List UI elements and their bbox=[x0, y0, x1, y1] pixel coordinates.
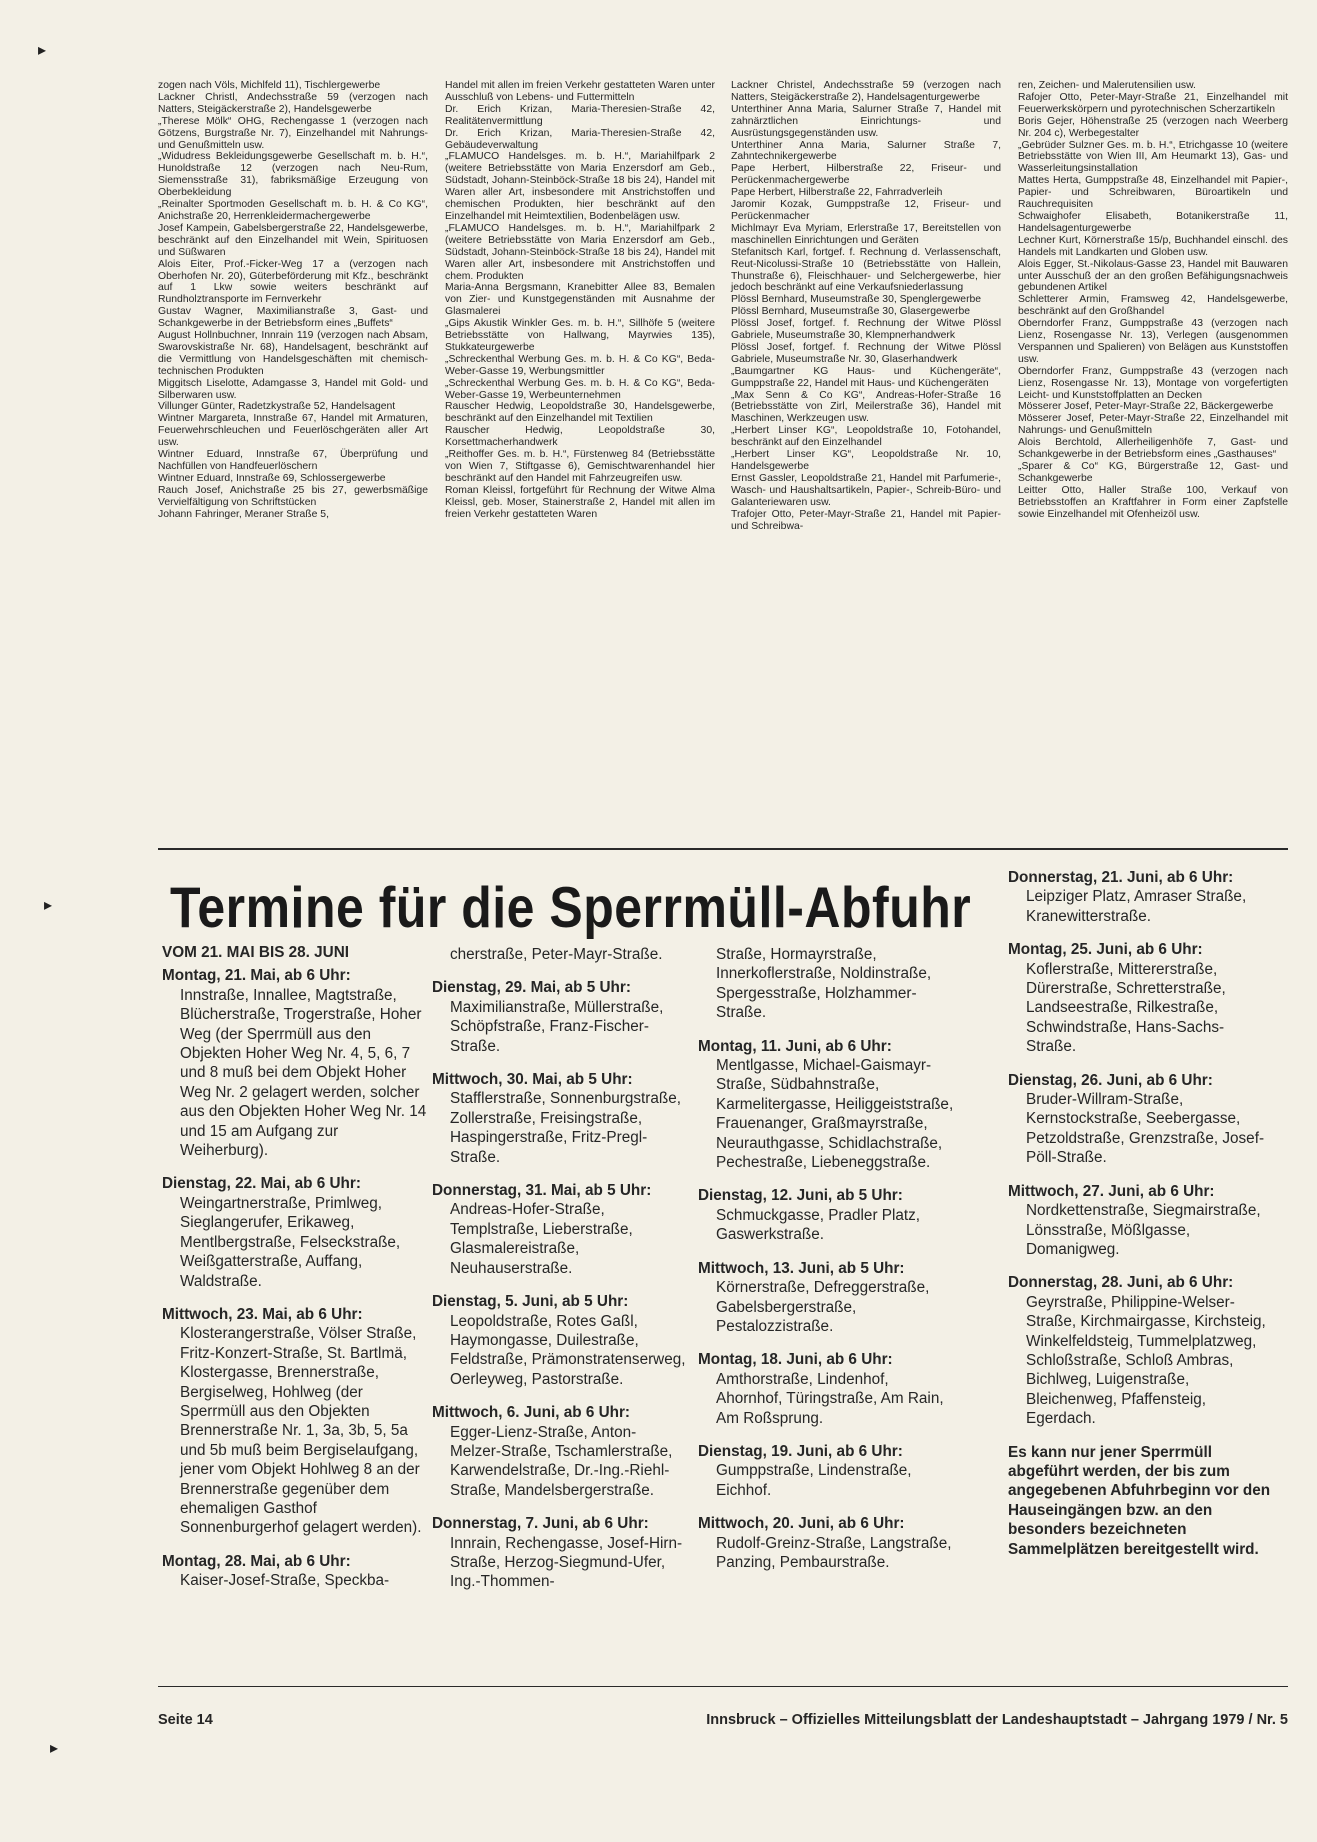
schedule-streets: Körnerstraße, Defreggerstraße, Gabelsbergerstraße, Pestalozzistraße. bbox=[716, 1279, 930, 1335]
schedule-day: Donnerstag, 28. Juni, ab 6 Uhr: bbox=[1008, 1274, 1234, 1292]
listing-entry: Stefanitsch Karl, fortgef. f. Rechnung d. Verlassenschaft, Reut-Nicolussi-Straße 10 (Betriebsstätte von Hallein, Thunstraße 6), Fleischhauer- und Selchergewerbe, hier jedoch beschränkt auf eine Verkaufsniederlassung bbox=[731, 246, 1001, 294]
listing-entry: „Therese Mölk“ OHG, Rechengasse 1 (verzogen nach Götzens, Burgstraße Nr. 7), Einzelhandel mit Nahrungs- und Genußmitteln usw. bbox=[158, 115, 428, 151]
notice-column-1 bbox=[162, 943, 430, 1605]
listing-entry: „Schreckenthal Werbung Ges. m. b. H. & Co KG“, Beda-Weber-Gasse 19, Werbeunternehmen bbox=[445, 377, 715, 401]
schedule-day: Donnerstag, 21. Juni, ab 6 Uhr: bbox=[1008, 869, 1234, 886]
schedule-day: Mittwoch, 30. Mai, ab 5 Uhr: bbox=[432, 1071, 633, 1089]
listing-entry: „Herbert Linser KG“, Leopoldstraße Nr. 10, Handelsgewerbe bbox=[731, 449, 1001, 472]
listing-entry: „Herbert Linser KG“, Leopoldstraße 10, Fotohandel, beschränkt auf den Einzelhandel bbox=[731, 425, 1001, 449]
binding-mark: ▸ bbox=[38, 42, 47, 59]
schedule-day: Donnerstag, 31. Mai, ab 5 Uhr: bbox=[432, 1182, 652, 1200]
listing-entry: Wintner Eduard, Innstraße 69, Schlossergewerbe bbox=[158, 472, 386, 484]
listing-entry: Unterthiner Anna Maria, Salurner Straße 7, Zahntechnikergewerbe bbox=[731, 139, 1001, 163]
notice-column-4 bbox=[1008, 868, 1274, 1559]
notice-title: Termine für die Sperrmüll-Abfuhr bbox=[170, 875, 972, 940]
listing-entry: Oberndorfer Franz, Gumppstraße 43 (verzogen nach Lienz, Rosengasse Nr. 13), Montage von vorgefertigten Leicht- und Kunststoffplatten an Decken bbox=[1018, 365, 1288, 401]
listing-entry: Pape Herbert, Hilberstraße 22, Fahrradverleih bbox=[731, 187, 943, 199]
listing-entry: Ernst Gassler, Leopoldstraße 21, Handel mit Parfumerie-, Wasch- und Haushaltsartikeln, Papier-, Schreib-Büro- und Galanteriewaren usw. bbox=[731, 472, 1001, 508]
schedule-streets: Egger-Lienz-Straße, Anton-Melzer-Straße, Tschamlerstraße, Karwendelstraße, Dr.-Ing.-Riehl-Straße, Mandelsbergerstraße. bbox=[450, 1423, 673, 1499]
listing-entry: Josef Kampein, Gabelsbergerstraße 22, Handelsgewerbe, beschränkt auf den Einzelhandel mit Wein, Spirituosen und Süßwaren bbox=[158, 222, 428, 258]
listing-column-3 bbox=[731, 80, 1001, 532]
listing-entry: zogen nach Völs, Michlfeld 11), Tischlergewerbe bbox=[158, 80, 381, 91]
schedule-streets: Innstraße, Innallee, Magtstraße, Blücherstraße, Trogerstraße, Hoher Weg (der Sperrmüll aus den Objekten Hoher Weg Nr. 4, 5, 6, 7 und 8 muß bei dem Objekt Hoher Weg Nr. 2 gelagert werden, solcher aus den Objekten Hoher Weg Nr. 14 und 15 am Aufgang zur Weiherburg). bbox=[180, 986, 427, 1160]
schedule-streets: Rudolf-Greinz-Straße, Langstraße, Panzing, Pembaurstraße. bbox=[716, 1534, 952, 1571]
footer-rule bbox=[158, 1686, 1288, 1687]
schedule-streets: Mentlgasse, Michael-Gaismayr-Straße, Südbahnstraße, Karmelitergasse, Heiliggeiststraße, Frauenanger, Graßmayrstraße, Neurauthgasse, Schidlachstraße, Pechestraße, Liebeneggstraße. bbox=[716, 1057, 954, 1172]
listing-column-2 bbox=[445, 80, 715, 521]
schedule-streets: Innrain, Rechengasse, Josef-Hirn-Straße, Herzog-Siegmund-Ufer, Ing.-Thommen- bbox=[450, 1534, 683, 1591]
schedule-streets: Kaiser-Josef-Straße, Speckba- bbox=[180, 1572, 390, 1590]
listing-entry: „Reinalter Sportmoden Gesellschaft m. b. H. & Co KG“, Anichstraße 20, Herrenkleidermachergewerbe bbox=[158, 199, 428, 222]
schedule-streets: Amthorstraße, Lindenhof, Ahornhof, Türingstraße, Am Rain, Am Roßsprung. bbox=[716, 1370, 944, 1427]
schedule-day: Montag, 25. Juni, ab 6 Uhr: bbox=[1008, 941, 1203, 959]
listing-entry: Mattes Herta, Gumppstraße 48, Einzelhandel mit Papier-, Papier- und Schreibwaren, Büroartikeln und Rauchrequisiten bbox=[1018, 175, 1288, 211]
publication-line: Innsbruck – Offizielles Mitteilungsblatt der Landeshauptstadt – Jahrgang 1979 / Nr. 5 bbox=[706, 1712, 1288, 1728]
schedule-day: Mittwoch, 13. Juni, ab 5 Uhr: bbox=[698, 1259, 905, 1277]
listing-entry: Wintner Eduard, Innstraße 67, Überprüfung und Nachfüllen von Handfeuerlöschern bbox=[158, 449, 428, 472]
schedule-day: Mittwoch, 20. Juni, ab 6 Uhr: bbox=[698, 1515, 905, 1533]
schedule-day: Dienstag, 19. Juni, ab 6 Uhr: bbox=[698, 1442, 903, 1460]
schedule-day: Montag, 18. Juni, ab 6 Uhr: bbox=[698, 1351, 893, 1369]
schedule-streets: Bruder-Willram-Straße, Kernstockstraße, Seebergasse, Petzoldstraße, Grenzstraße, Josef-Pöll-Straße. bbox=[1026, 1091, 1265, 1167]
schedule-streets: cherstraße, Peter-Mayr-Straße. bbox=[450, 946, 663, 963]
schedule-streets: Leopoldstraße, Rotes Gaßl, Haymongasse, Duilestraße, Feldstraße, Prämonstratenserweg, Oerleyweg, Pastorstraße. bbox=[450, 1312, 686, 1388]
listing-entry: Dr. Erich Krizan, Maria-Theresien-Straße 42, Gebäudeverwaltung bbox=[445, 127, 715, 151]
listing-entry: Mösserer Josef, Peter-Mayr-Straße 22, Einzelhandel mit Nahrungs- und Genußmitteln bbox=[1018, 413, 1288, 437]
listing-entry: Lackner Christl, Andechsstraße 59 (verzogen nach Natters, Steigäckerstraße 2), Handelsgewerbe bbox=[158, 91, 428, 115]
schedule-streets: Schmuckgasse, Pradler Platz, Gaswerkstraße. bbox=[716, 1206, 921, 1244]
notice-closing-remark: Es kann nur jener Sperrmüll abgeführt werden, der bis zum angegebenen Abfuhrbeginn vor den Hauseingängen bzw. an den besonders bezeichneten Sammelplätzen bereitgestellt wird. bbox=[1008, 1443, 1271, 1558]
listing-entry: Handel mit allen im freien Verkehr gestatteten Waren unter Ausschluß von Lebens- und Futtermitteln bbox=[445, 80, 715, 103]
listing-entry: Plössl Bernhard, Museumstraße 30, Spenglergewerbe bbox=[731, 294, 982, 306]
schedule-day: Montag, 21. Mai, ab 6 Uhr: bbox=[162, 967, 351, 985]
listing-entry: Plössl Josef, fortgef. f. Rechnung der Witwe Plössl Gabriele, Museumstraße Nr. 30, Glaserhandwerk bbox=[731, 341, 1001, 365]
schedule-streets: Maximilianstraße, Müllerstraße, Schöpfstraße, Franz-Fischer-Straße. bbox=[450, 998, 664, 1055]
listing-entry: „Reithoffer Ges. m. b. H.“, Fürstenweg 84 (Betriebsstätte von Wien 7, Stiftgasse 6), Gemischtwarenhandel hier beschränkt auf den Handel mit Fahrzeugreifen usw. bbox=[445, 449, 715, 484]
listing-column-4 bbox=[1018, 80, 1288, 521]
binding-mark: ▸ bbox=[44, 897, 53, 914]
schedule-streets: Geyrstraße, Philippine-Welser-Straße, Kirchmairgasse, Kirchsteig, Winkelfeldsteig, Tummelplatzweg, Schloßstraße, Schloß Ambras, Bichlweg, Luigenstraße, Bleichenweg, Pfaffensteig, Egerdach. bbox=[1026, 1293, 1266, 1428]
listing-entry: Villunger Günter, Radetzkystraße 52, Handelsagent bbox=[158, 401, 396, 413]
binding-mark: ▸ bbox=[50, 1740, 59, 1757]
listing-entry: Plössl Bernhard, Museumstraße 30, Glasergewerbe bbox=[731, 306, 971, 318]
listing-entry: „Schreckenthal Werbung Ges. m. b. H. & Co KG“, Beda-Weber-Gasse 19, Werbungsmittler bbox=[445, 353, 715, 377]
listing-entry: Leitter Otto, Haller Straße 100, Verkauf von Betriebsstoffen an Kraftfahrer in Form einer Zapfstelle sowie Einzelhandel mit Ofenheizöl usw. bbox=[1018, 484, 1288, 520]
listing-entry: „Baumgartner KG Haus- und Küchengeräte“, Gumppstraße 22, Handel mit Haus- und Küchengeräten bbox=[731, 365, 1001, 389]
sperrmuell-notice bbox=[158, 863, 1286, 1653]
schedule-day: Dienstag, 12. Juni, ab 5 Uhr: bbox=[698, 1187, 903, 1205]
notice-subtitle: VOM 21. MAI BIS 28. JUNI bbox=[162, 944, 350, 961]
page-number: Seite 14 bbox=[158, 1712, 213, 1728]
schedule-streets: Klosterangerstraße, Völser Straße, Fritz-Konzert-Straße, St. Bartlmä, Klostergasse, Brennerstraße, Bergiselweg, Hohlweg (der Sperrmüll aus den Objekten Brennerstraße Nr. 1, 3a, 3b, 5, 5a und 5b muß beim Bergiselaufgang, jener vom Objekt Hohlweg 8 an der Brennerstraße gegenüber dem ehemaligen Gasthof Sonnenburgerhof gelagert werden). bbox=[180, 1325, 422, 1537]
listing-entry: Rauscher Hedwig, Leopoldstraße 30, Korsettmacherhandwerk bbox=[445, 425, 715, 449]
schedule-day: Mittwoch, 6. Juni, ab 6 Uhr: bbox=[432, 1404, 631, 1422]
listing-entry: „Gebrüder Sulzner Ges. m. b. H.“, Etrichgasse 10 (weitere Betriebsstätte von Wien III, Am Heumarkt 13), Gas- und Wasserleitungsinstallation bbox=[1018, 139, 1288, 175]
listing-entry: Oberndorfer Franz, Gumppstraße 43 (verzogen nach Lienz, Rosengasse Nr. 13), Verlegen (ausgenommen Verspannen und Spalieren) von Belägen aus Kunststoffen usw. bbox=[1018, 318, 1288, 365]
listing-entry: Gustav Wagner, Maximilianstraße 3, Gast- und Schankgewerbe in der Betriebsform eines „Buffets“ bbox=[158, 306, 428, 330]
listing-entry: Schwaighofer Elisabeth, Botanikerstraße 11, Handelsagenturgewerbe bbox=[1018, 210, 1288, 234]
listing-entry: ren, Zeichen- und Malerutensilien usw. bbox=[1018, 80, 1196, 91]
listing-entry: „FLAMUCO Handelsges. m. b. H.“, Mariahilfpark 2 (weitere Betriebsstätte von Maria Enzersdorf am Geb., Südstadt, Johann-Steinböck-Straße 18 bis 24), Handel mit Waren aller Art, insbesondere mit Anstrichstoffen und chemischen Produkten, hier beschränkt auf den Einzelhandel mit Heimtextilien, Bodenbelägen usw. bbox=[445, 151, 715, 222]
listing-entry: Michlmayr Eva Myriam, Erlerstraße 17, Bereitstellen von maschinellen Einrichtungen und Geräten bbox=[731, 222, 1001, 246]
notice-column-2 bbox=[432, 945, 687, 1606]
listing-entry: Alois Berchtold, Allerheiligenhöfe 7, Gast- und Schankgewerbe in der Betriebsform eines „Gasthauses“ bbox=[1018, 437, 1288, 461]
listing-entry: Dr. Erich Krizan, Maria-Theresien-Straße 42, Realitätenvermittlung bbox=[445, 103, 715, 127]
listing-entry: Jaromir Kozak, Gumppstraße 12, Friseur- und Perückenmacher bbox=[731, 199, 1001, 222]
listing-entry: Pape Herbert, Hilberstraße 22, Friseur- und Perückenmachergewerbe bbox=[731, 163, 1001, 187]
listing-entry: Plössl Josef, fortgef. f. Rechnung der Witwe Plössl Gabriele, Museumstraße 30, Klempnerhandwerk bbox=[731, 318, 1001, 342]
listing-entry: Rafojer Otto, Peter-Mayr-Straße 21, Einzelhandel mit Feuerwerkskörpern und pyrotechnischen Scherzartikeln bbox=[1018, 91, 1288, 115]
schedule-day: Donnerstag, 7. Juni, ab 6 Uhr: bbox=[432, 1515, 649, 1533]
listing-entry: Johann Fahringer, Meraner Straße 5, bbox=[158, 508, 329, 520]
schedule-day: Dienstag, 26. Juni, ab 6 Uhr: bbox=[1008, 1071, 1213, 1089]
schedule-day: Montag, 28. Mai, ab 6 Uhr: bbox=[162, 1552, 351, 1570]
listing-entry: August Hollnbuchner, Innrain 119 (verzogen nach Absam, Swarovskistraße Nr. 68), Handelsagent, beschränkt auf die Vermittlung von Handelsgeschäften mit chemisch-technischen Produkten bbox=[158, 330, 428, 377]
schedule-streets: Weingartnerstraße, Primlweg, Sieglangerufer, Erikaweg, Mentlbergstraße, Felseckstraße, Weißgatterstraße, Auffang, Waldstraße. bbox=[180, 1194, 401, 1290]
listing-entry: Trafojer Otto, Peter-Mayr-Straße 21, Handel mit Papier- und Schreibwa- bbox=[731, 508, 1001, 532]
listing-entry: „Max Senn & Co KG“, Andreas-Hofer-Straße 16 (Betriebsstätte von Zirl, Meilerstraße 36), Handel mit Maschinen, Werkzeugen usw. bbox=[731, 389, 1001, 425]
listing-entry: Miggitsch Liselotte, Adamgasse 3, Handel mit Gold- und Silberwaren usw. bbox=[158, 377, 428, 401]
listing-entry: Wintner Margareta, Innstraße 67, Handel mit Armaturen, Feuerwehrschleuchen und Feuerlöschgeräten aller Art usw. bbox=[158, 413, 428, 449]
listing-entry: „Sparer & Co“ KG, Bürgerstraße 12, Gast- und Schankgewerbe bbox=[1018, 461, 1288, 484]
listing-entry: Alois Eiter, Prof.-Ficker-Weg 17 a (verzogen nach Oberhofen Nr. 20), Güterbeförderung mit Kfz., beschränkt auf 1 Lkw sowie weiters beschränkt auf Rundholztransporte im Fernverkehr bbox=[158, 258, 428, 306]
schedule-streets: Nordkettenstraße, Siegmairstraße, Lönsstraße, Mößlgasse, Domanigweg. bbox=[1026, 1202, 1261, 1258]
listing-entry: Unterthiner Anna Maria, Salurner Straße 7, Handel mit zahnärztlichen Einrichtungs- und Ausrüstungsgegenständen usw. bbox=[731, 103, 1001, 139]
schedule-day: Dienstag, 22. Mai, ab 6 Uhr: bbox=[162, 1175, 361, 1193]
schedule-day: Mittwoch, 23. Mai, ab 6 Uhr: bbox=[162, 1305, 363, 1323]
listing-entry: Mösserer Josef, Peter-Mayr-Straße 22, Bäckergewerbe bbox=[1018, 401, 1274, 413]
separator-rule bbox=[158, 848, 1288, 850]
listing-column-1 bbox=[158, 80, 428, 521]
listing-entry: Boris Gejer, Höhenstraße 25 (verzogen nach Weerberg Nr. 204 c), Werbegestalter bbox=[1018, 115, 1288, 139]
schedule-streets: Gumppstraße, Lindenstraße, Eichhof. bbox=[716, 1462, 912, 1499]
schedule-streets: Stafflerstraße, Sonnenburgstraße, Zollerstraße, Freisingstraße, Haspingerstraße, Fritz-Pregl-Straße. bbox=[450, 1090, 681, 1166]
listing-entry: „Widudress Bekleidungsgewerbe Gesellschaft m. b. H.“, Hunoldstraße 12 (verzogen nach Neu-Rum, Siemensstraße 31), fabriksmäßige Erzeugung von Oberbekleidung bbox=[158, 151, 428, 199]
listing-entry: „Gips Akustik Winkler Ges. m. b. H.“, Sillhöfe 5 (weitere Betriebsstätte von Hallwang, Mayrwies 135), Stukkateurgewerbe bbox=[445, 318, 715, 353]
schedule-streets: Koflerstraße, Mittererstraße, Dürerstraße, Schretterstraße, Landseestraße, Rilkestraße, Schwindstraße, Hans-Sachs-Straße. bbox=[1026, 960, 1226, 1056]
listing-entry: Maria-Anna Bergsmann, Kranebitter Allee 83, Bemalen von Zier- und Kunstgegenständen mit Ausnahme der Glasmalerei bbox=[445, 282, 715, 318]
schedule-streets: Andreas-Hofer-Straße, Templstraße, Lieberstraße, Glasmalereistraße, Neuhauserstraße. bbox=[450, 1201, 633, 1277]
schedule-day: Mittwoch, 27. Juni, ab 6 Uhr: bbox=[1008, 1182, 1215, 1200]
listing-entry: Lechner Kurt, Körnerstraße 15/p, Buchhandel einschl. des Handels mit Landkarten und Globen usw. bbox=[1018, 234, 1288, 258]
listing-entry: Schletterer Armin, Framsweg 42, Handelsgewerbe, beschränkt auf den Großhandel bbox=[1018, 294, 1288, 318]
schedule-day: Dienstag, 5. Juni, ab 5 Uhr: bbox=[432, 1293, 629, 1311]
listing-entry: Rauch Josef, Anichstraße 25 bis 27, gewerbsmäßige Vervielfältigung von Schriftstücken bbox=[158, 484, 428, 508]
schedule-day: Montag, 11. Juni, ab 6 Uhr: bbox=[698, 1037, 892, 1055]
listing-entry: Lackner Christel, Andechsstraße 59 (verzogen nach Natters, Steigäckerstraße 2), Handelsagenturgewerbe bbox=[731, 80, 1001, 103]
notice-column-3 bbox=[698, 945, 956, 1586]
schedule-streets: Straße, Hormayrstraße, Innerkoflerstraße, Noldinstraße, Spergesstraße, Holzhammer-Straße. bbox=[716, 946, 932, 1022]
schedule-streets: Leipziger Platz, Amraser Straße, Kranewitterstraße. bbox=[1026, 888, 1247, 925]
listing-entry: „FLAMUCO Handelsges. m. b. H.“, Mariahilfpark 2 (weitere Betriebsstätte von Maria Enzersdorf am Geb., Südstadt, Johann-Steinböck-Straße 18 bis 24), Handel mit Waren aller Art, insbesondere mit Anstrichstoffen und chem. Produkten bbox=[445, 222, 715, 282]
listing-entry: Rauscher Hedwig, Leopoldstraße 30, Handelsgewerbe, beschränkt auf den Einzelhandel mit Textilien bbox=[445, 401, 715, 425]
schedule-day: Dienstag, 29. Mai, ab 5 Uhr: bbox=[432, 979, 631, 997]
register-listing bbox=[158, 80, 1288, 842]
listing-entry: Roman Kleissl, fortgeführt für Rechnung der Witwe Alma Kleissl, geb. Moser, Stainerstraße 2, Handel mit allen im freien Verkehr gestatteten Waren bbox=[445, 484, 715, 520]
listing-entry: Alois Egger, St.-Nikolaus-Gasse 23, Handel mit Bauwaren unter Ausschuß der an den großen Befähigungsnachweis gebundenen Artikel bbox=[1018, 258, 1288, 294]
